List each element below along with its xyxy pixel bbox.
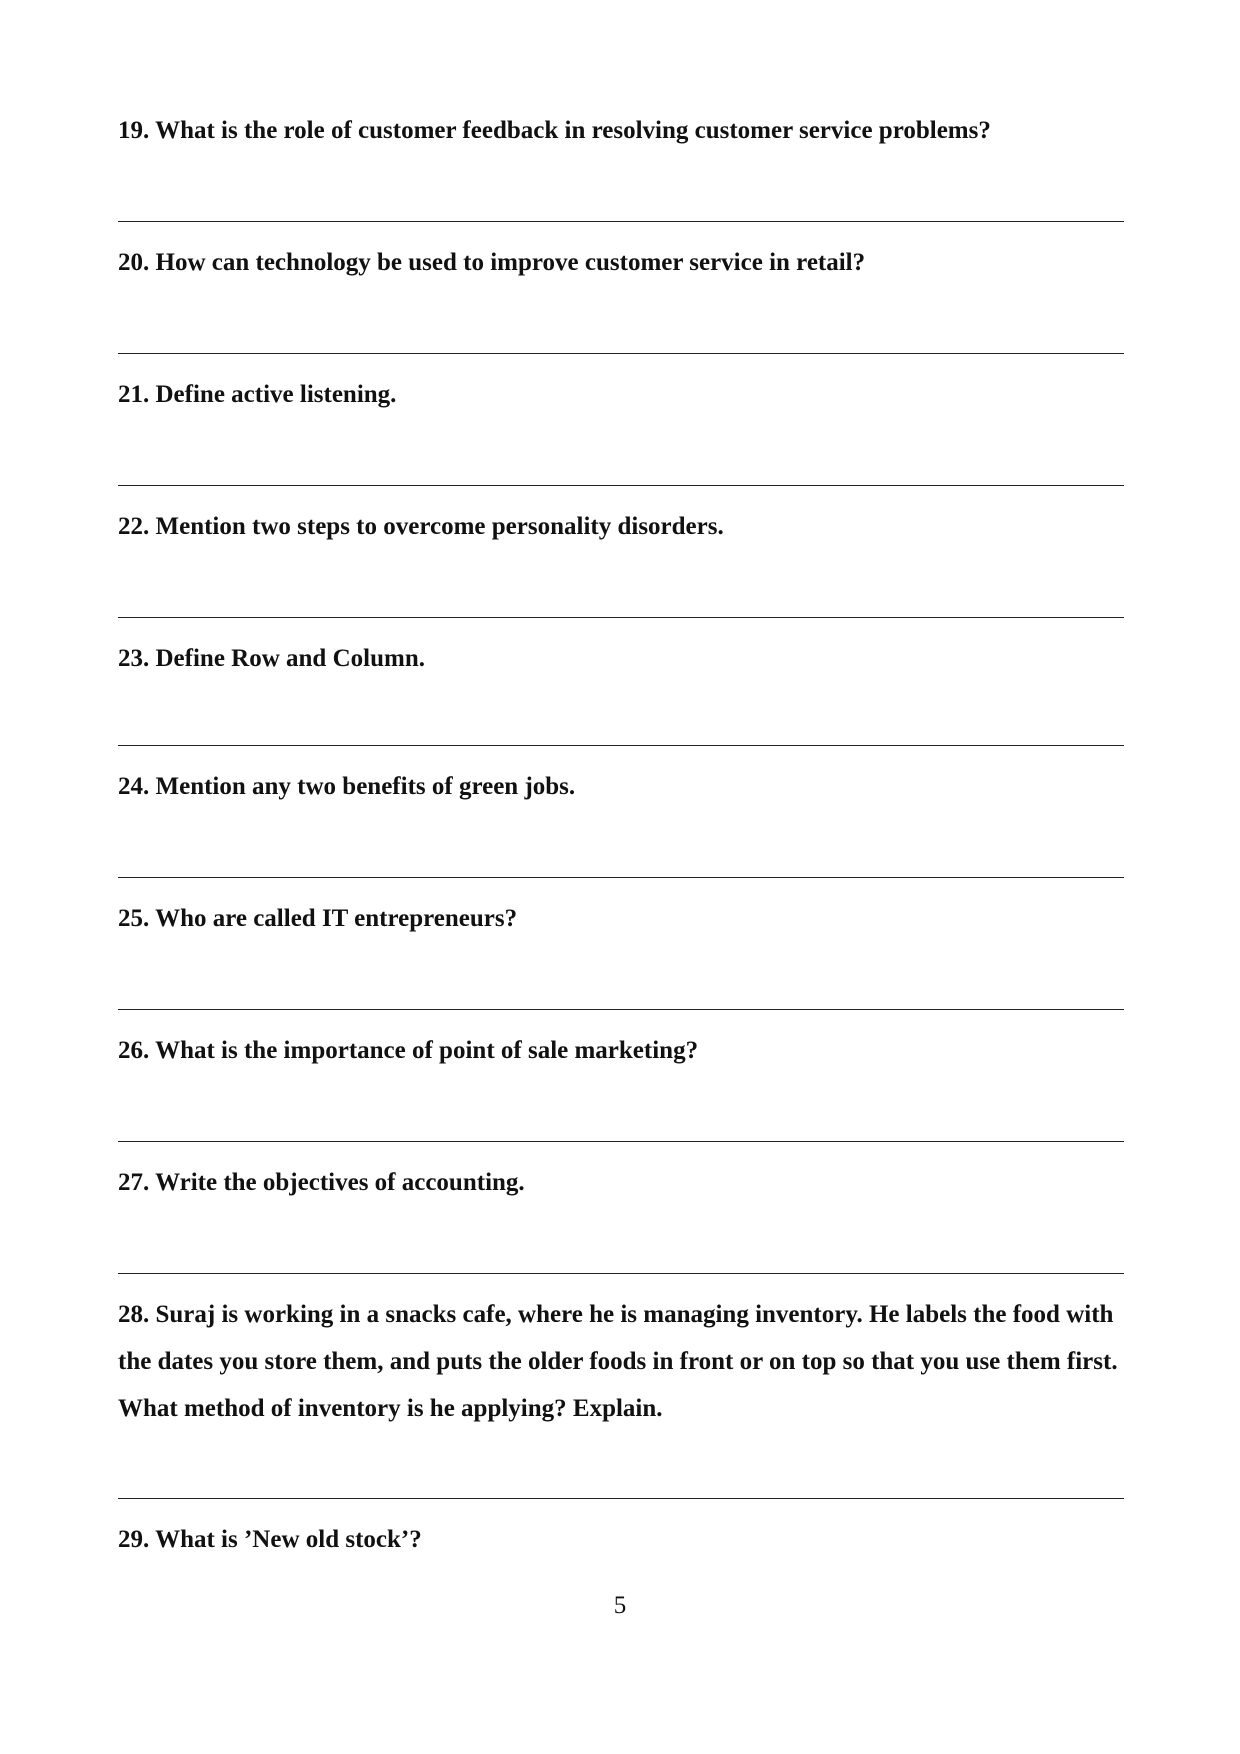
question-text: Who are called IT entrepreneurs?: [155, 905, 518, 932]
question-number: 23.: [118, 645, 150, 672]
answer-line-19: [118, 221, 1124, 222]
question-number: 29.: [118, 1526, 150, 1553]
question-text: What is the role of customer feedback in resolving customer service problems?: [155, 117, 991, 144]
question-24: [118, 763, 1128, 810]
answer-line-24: [118, 877, 1124, 878]
question-26: [118, 1027, 1128, 1074]
question-number: 28.: [118, 1301, 150, 1328]
question-29: [118, 1516, 1128, 1563]
question-text: What is ’New old stock’?: [155, 1526, 422, 1553]
question-text: Mention two steps to overcome personality disorders.: [155, 513, 724, 540]
answer-line-27: [118, 1273, 1124, 1274]
answer-line-22: [118, 617, 1124, 618]
question-number: 26.: [118, 1037, 150, 1064]
question-number: 27.: [118, 1169, 150, 1196]
question-text: How can technology be used to improve customer service in retail?: [155, 249, 866, 276]
answer-line-25: [118, 1009, 1124, 1010]
question-27: [118, 1159, 1128, 1206]
question-number: 25.: [118, 905, 150, 932]
question-text: Write the objectives of accounting.: [155, 1169, 525, 1196]
question-text: What is the importance of point of sale marketing?: [155, 1037, 699, 1064]
answer-line-26: [118, 1141, 1124, 1142]
question-number: 22.: [118, 513, 150, 540]
question-25: [118, 895, 1128, 942]
answer-line-28: [118, 1498, 1124, 1499]
question-text: Suraj is working in a snacks cafe, where he is managing inventory. He labels the food with the dates you store them, and puts the older foods in front or on top so that you use them first. What method of inventory is he applying? Explain.: [118, 1301, 1118, 1422]
question-21: [118, 371, 1128, 418]
question-number: 20.: [118, 249, 150, 276]
answer-line-21: [118, 485, 1124, 486]
question-text: Mention any two benefits of green jobs.: [155, 773, 576, 800]
question-text: Define Row and Column.: [155, 645, 425, 672]
question-23: [118, 635, 1128, 682]
answer-line-20: [118, 353, 1124, 354]
question-number: 19.: [118, 117, 150, 144]
question-22: [118, 503, 1128, 550]
answer-line-23: [118, 745, 1124, 746]
question-number: 21.: [118, 381, 150, 408]
page-number: 5: [613, 1592, 627, 1619]
question-19: [118, 107, 1128, 154]
question-number: 24.: [118, 773, 150, 800]
question-text: Define active listening.: [155, 381, 397, 408]
question-28: [118, 1291, 1128, 1432]
question-20: [118, 239, 1128, 286]
